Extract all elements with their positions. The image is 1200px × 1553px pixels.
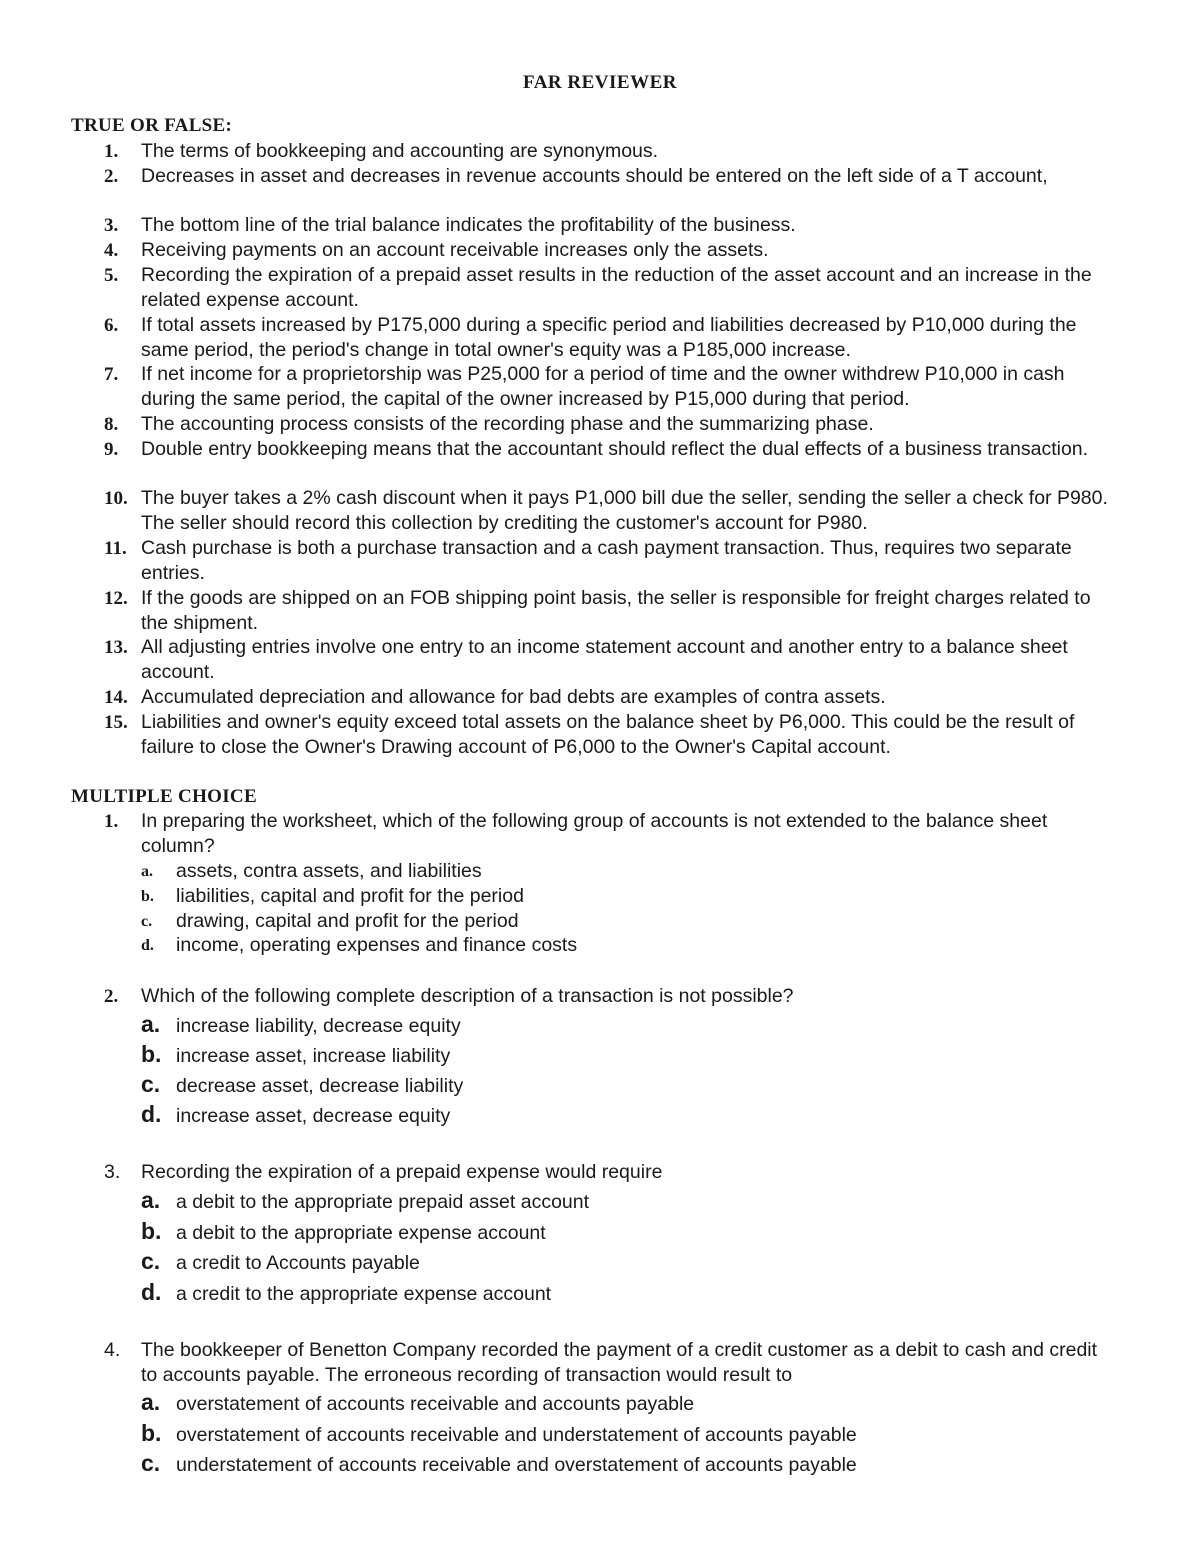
true-false-item (104, 486, 1114, 536)
option-letter: c. (141, 1450, 161, 1476)
item-number: 14. (104, 687, 128, 708)
item-number: 3. (104, 215, 119, 236)
true-false-item (104, 586, 1114, 636)
item-number: 7. (104, 364, 119, 385)
mc-option (141, 933, 1101, 958)
item-text: Accumulated depreciation and allowance for bad debts are examples of contra assets. (141, 686, 886, 708)
option-letter: b. (141, 1041, 162, 1067)
true-false-heading: TRUE OR FALSE: (71, 115, 233, 136)
mc-option (141, 1279, 1101, 1307)
item-number: 13. (104, 637, 128, 658)
mc-option (141, 884, 1101, 909)
option-letter: d. (141, 1279, 162, 1305)
true-false-item (104, 313, 1114, 363)
mc-question (104, 1338, 1114, 1388)
item-text: Decreases in asset and decreases in revenue accounts should be entered on the left side of a T account, (141, 165, 1048, 187)
option-letter: c. (141, 913, 153, 930)
item-number: 2. (104, 166, 119, 187)
item-text: Receiving payments on an account receivable increases only the assets. (141, 239, 769, 261)
option-text: increase liability, decrease equity (176, 1015, 461, 1037)
mc-question (104, 1160, 1114, 1185)
mc-option (141, 1187, 1101, 1215)
option-text: overstatement of accounts receivable and accounts payable (176, 1393, 695, 1415)
option-text: increase asset, increase liability (176, 1045, 451, 1067)
item-number: 12. (104, 588, 128, 609)
option-text: a credit to Accounts payable (176, 1252, 420, 1274)
option-text: overstatement of accounts receivable and understatement of accounts payable (176, 1424, 857, 1446)
item-text: If net income for a proprietorship was P25,000 for a period of time and the owner withdrew P10,000 in cash during the same period, the capital of the owner increased by P15,000 during that period. (141, 363, 1065, 410)
true-false-item (104, 685, 1114, 710)
option-text: understatement of accounts receivable and overstatement of accounts payable (176, 1454, 857, 1476)
option-letter: a. (141, 1187, 161, 1213)
mc-option (141, 1218, 1101, 1246)
true-false-item (104, 536, 1114, 586)
item-number: 5. (104, 265, 119, 286)
option-text: increase asset, decrease equity (176, 1105, 451, 1127)
item-number: 15. (104, 712, 128, 733)
mc-option (141, 1101, 1101, 1129)
true-false-item (104, 213, 1114, 238)
question-number: 4. (104, 1339, 121, 1361)
true-false-item (104, 412, 1114, 437)
option-letter: a. (141, 1389, 161, 1415)
item-text: Cash purchase is both a purchase transaction and a cash payment transaction. Thus, requires two separate entries. (141, 537, 1072, 584)
option-letter: a. (141, 863, 153, 880)
item-text: The buyer takes a 2% cash discount when it pays P1,000 bill due the seller, sending the seller a check for P980. The seller should record this collection by crediting the customer's account for P980. (141, 487, 1108, 534)
question-number: 3. (104, 1161, 121, 1183)
true-false-item (104, 362, 1114, 412)
item-text: The bottom line of the trial balance indicates the profitability of the business. (141, 214, 796, 236)
option-letter: b. (141, 888, 154, 905)
item-number: 9. (104, 439, 119, 460)
item-text: If the goods are shipped on an FOB shipping point basis, the seller is responsible for freight charges related to the shipment. (141, 587, 1091, 634)
mc-option (141, 909, 1101, 934)
true-false-item (104, 139, 1114, 164)
option-letter: b. (141, 1218, 162, 1244)
true-false-item (104, 635, 1114, 685)
option-text: liabilities, capital and profit for the period (176, 885, 524, 907)
option-text: drawing, capital and profit for the period (176, 910, 519, 932)
question-text: Which of the following complete description of a transaction is not possible? (141, 985, 794, 1007)
option-letter: d. (141, 937, 154, 954)
item-number: 1. (104, 141, 119, 162)
item-text: Recording the expiration of a prepaid asset results in the reduction of the asset account and an increase in the related expense account. (141, 264, 1092, 311)
item-number: 6. (104, 315, 119, 336)
mc-option (141, 1071, 1101, 1099)
mc-question (104, 809, 1114, 859)
option-letter: a. (141, 1011, 161, 1037)
option-letter: c. (141, 1071, 161, 1097)
mc-question (104, 984, 1114, 1009)
item-number: 8. (104, 414, 119, 435)
question-text: The bookkeeper of Benetton Company recorded the payment of a credit customer as a debit to cash and credit to accounts payable. The erroneous recording of transaction would result to (141, 1339, 1098, 1386)
item-number: 10. (104, 488, 128, 509)
document-title: FAR REVIEWER (523, 72, 677, 93)
item-text: Liabilities and owner's equity exceed total assets on the balance sheet by P6,000. This could be the result of failure to close the Owner's Drawing account of P6,000 to the Owner's Capital account. (141, 711, 1075, 758)
item-text: The terms of bookkeeping and accounting are synonymous. (141, 140, 659, 162)
mc-option (141, 1041, 1101, 1069)
mc-option (141, 1450, 1101, 1478)
true-false-item (104, 437, 1114, 462)
mc-option (141, 1389, 1101, 1417)
question-text: In preparing the worksheet, which of the following group of accounts is not extended to the balance sheet column? (141, 810, 1048, 857)
multiple-choice-heading: MULTIPLE CHOICE (71, 786, 257, 807)
true-false-item (104, 164, 1114, 189)
mc-option (141, 859, 1101, 884)
question-text: Recording the expiration of a prepaid expense would require (141, 1161, 663, 1183)
option-text: a credit to the appropriate expense account (176, 1283, 552, 1305)
option-text: a debit to the appropriate expense account (176, 1222, 546, 1244)
option-letter: b. (141, 1420, 162, 1446)
item-text: All adjusting entries involve one entry to an income statement account and another entry to a balance sheet account. (141, 636, 1068, 683)
item-text: If total assets increased by P175,000 during a specific period and liabilities decreased by P10,000 during the same period, the period's change in total owner's equity was a P185,000 increase. (141, 314, 1077, 361)
option-letter: c. (141, 1248, 161, 1274)
item-number: 4. (104, 240, 119, 261)
option-text: a debit to the appropriate prepaid asset account (176, 1191, 590, 1213)
mc-option (141, 1420, 1101, 1448)
item-number: 11. (104, 538, 127, 559)
true-false-item (104, 263, 1114, 313)
option-text: income, operating expenses and finance costs (176, 934, 578, 956)
question-number: 1. (104, 811, 119, 832)
option-text: assets, contra assets, and liabilities (176, 860, 482, 882)
option-text: decrease asset, decrease liability (176, 1075, 464, 1097)
true-false-item (104, 710, 1114, 760)
question-number: 2. (104, 986, 119, 1007)
item-text: The accounting process consists of the recording phase and the summarizing phase. (141, 413, 874, 435)
option-letter: d. (141, 1101, 162, 1127)
mc-option (141, 1248, 1101, 1276)
true-false-item (104, 238, 1114, 263)
item-text: Double entry bookkeeping means that the accountant should reflect the dual effects of a business transaction. (141, 438, 1089, 460)
mc-option (141, 1011, 1101, 1039)
